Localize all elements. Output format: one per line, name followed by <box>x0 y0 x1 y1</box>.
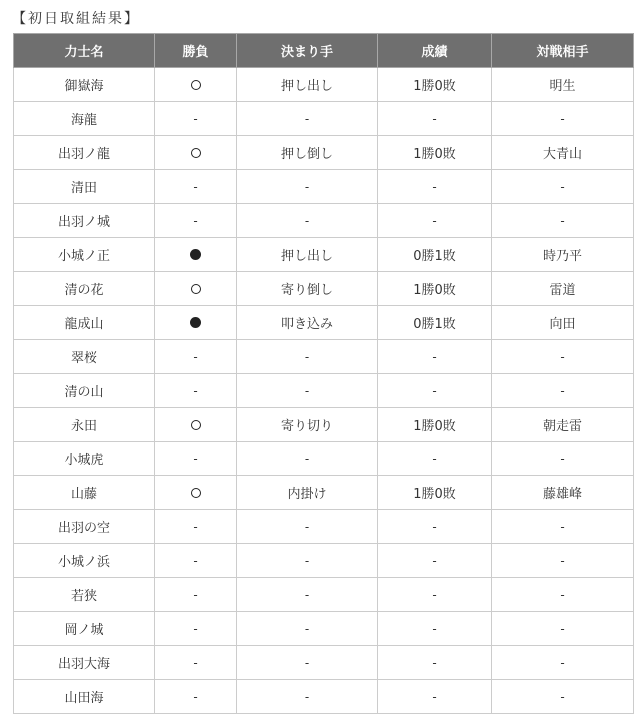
header-kimarite: 決まり手 <box>237 34 378 68</box>
loss-dot-icon <box>190 249 201 260</box>
result-cell <box>155 306 237 340</box>
opponent: - <box>492 612 634 646</box>
table-row <box>14 272 634 306</box>
record: - <box>378 442 492 476</box>
table-row <box>14 340 634 374</box>
win-circle-icon <box>191 80 201 90</box>
opponent: - <box>492 102 634 136</box>
result-cell: - <box>155 102 237 136</box>
result-cell: - <box>155 544 237 578</box>
kimarite: - <box>237 544 378 578</box>
result-cell: - <box>155 578 237 612</box>
result-cell: - <box>155 680 237 714</box>
record: 1勝0敗 <box>378 408 492 442</box>
record: - <box>378 510 492 544</box>
table-row <box>14 238 634 272</box>
table-row <box>14 680 634 714</box>
table-row <box>14 408 634 442</box>
header-record: 成績 <box>378 34 492 68</box>
opponent: - <box>492 510 634 544</box>
record: 1勝0敗 <box>378 136 492 170</box>
page-title: 【初日取組結果】 <box>12 11 140 27</box>
result-cell <box>155 408 237 442</box>
wrestler-name: 小城虎 <box>14 442 155 476</box>
opponent: 時乃平 <box>492 238 634 272</box>
wrestler-name: 山田海 <box>14 680 155 714</box>
record: 0勝1敗 <box>378 238 492 272</box>
result-cell: - <box>155 170 237 204</box>
wrestler-name: 翠桜 <box>14 340 155 374</box>
wrestler-name: 若狭 <box>14 578 155 612</box>
loss-dot-icon <box>190 317 201 328</box>
opponent: 雷道 <box>492 272 634 306</box>
result-cell <box>155 136 237 170</box>
wrestler-name: 清田 <box>14 170 155 204</box>
opponent: - <box>492 578 634 612</box>
record: 1勝0敗 <box>378 476 492 510</box>
header-result: 勝負 <box>155 34 237 68</box>
record: - <box>378 680 492 714</box>
opponent: - <box>492 170 634 204</box>
header-opponent: 対戦相手 <box>492 34 634 68</box>
result-cell: - <box>155 646 237 680</box>
wrestler-name: 御嶽海 <box>14 68 155 102</box>
opponent: 大青山 <box>492 136 634 170</box>
record: - <box>378 646 492 680</box>
table-row <box>14 68 634 102</box>
record: - <box>378 340 492 374</box>
kimarite: 押し倒し <box>237 136 378 170</box>
wrestler-name: 清の山 <box>14 374 155 408</box>
record: - <box>378 102 492 136</box>
wrestler-name: 出羽の空 <box>14 510 155 544</box>
kimarite: - <box>237 374 378 408</box>
kimarite: - <box>237 102 378 136</box>
opponent: - <box>492 646 634 680</box>
table-row <box>14 510 634 544</box>
table-row <box>14 578 634 612</box>
wrestler-name: 清の花 <box>14 272 155 306</box>
result-cell: - <box>155 612 237 646</box>
opponent: 藤雄峰 <box>492 476 634 510</box>
wrestler-name: 山藤 <box>14 476 155 510</box>
wrestler-name: 出羽ノ龍 <box>14 136 155 170</box>
opponent: 明生 <box>492 68 634 102</box>
wrestler-name: 小城ノ正 <box>14 238 155 272</box>
wrestler-name: 龍成山 <box>14 306 155 340</box>
table-row <box>14 442 634 476</box>
wrestler-name: 出羽ノ城 <box>14 204 155 238</box>
kimarite: 寄り切り <box>237 408 378 442</box>
record: - <box>378 544 492 578</box>
win-circle-icon <box>191 488 201 498</box>
kimarite: - <box>237 680 378 714</box>
opponent: - <box>492 544 634 578</box>
table-row <box>14 646 634 680</box>
wrestler-name: 小城ノ浜 <box>14 544 155 578</box>
record: - <box>378 204 492 238</box>
record: 1勝0敗 <box>378 68 492 102</box>
result-cell <box>155 238 237 272</box>
table-row <box>14 306 634 340</box>
table-row <box>14 170 634 204</box>
opponent: - <box>492 340 634 374</box>
kimarite: 押し出し <box>237 68 378 102</box>
kimarite: - <box>237 442 378 476</box>
table-body <box>14 68 634 714</box>
result-cell: - <box>155 510 237 544</box>
opponent: 朝走雷 <box>492 408 634 442</box>
result-cell: - <box>155 374 237 408</box>
record: - <box>378 578 492 612</box>
record: - <box>378 170 492 204</box>
win-circle-icon <box>191 284 201 294</box>
kimarite: - <box>237 510 378 544</box>
kimarite: - <box>237 646 378 680</box>
result-cell <box>155 476 237 510</box>
record: - <box>378 374 492 408</box>
kimarite: - <box>237 170 378 204</box>
kimarite: 叩き込み <box>237 306 378 340</box>
table-row <box>14 374 634 408</box>
wrestler-name: 岡ノ城 <box>14 612 155 646</box>
opponent: - <box>492 442 634 476</box>
table-row <box>14 204 634 238</box>
results-table <box>13 33 634 714</box>
kimarite: 押し出し <box>237 238 378 272</box>
kimarite: 内掛け <box>237 476 378 510</box>
opponent: 向田 <box>492 306 634 340</box>
record: 1勝0敗 <box>378 272 492 306</box>
win-circle-icon <box>191 420 201 430</box>
kimarite: 寄り倒し <box>237 272 378 306</box>
kimarite: - <box>237 204 378 238</box>
result-cell <box>155 272 237 306</box>
kimarite: - <box>237 578 378 612</box>
wrestler-name: 永田 <box>14 408 155 442</box>
record: 0勝1敗 <box>378 306 492 340</box>
header-name: 力士名 <box>14 34 155 68</box>
table-row <box>14 544 634 578</box>
header-row <box>14 34 634 68</box>
opponent: - <box>492 680 634 714</box>
table-row <box>14 476 634 510</box>
wrestler-name: 海龍 <box>14 102 155 136</box>
table-row <box>14 102 634 136</box>
opponent: - <box>492 204 634 238</box>
wrestler-name: 出羽大海 <box>14 646 155 680</box>
result-cell: - <box>155 340 237 374</box>
table-header <box>14 34 634 68</box>
kimarite: - <box>237 340 378 374</box>
result-cell: - <box>155 204 237 238</box>
table-row <box>14 136 634 170</box>
record: - <box>378 612 492 646</box>
kimarite: - <box>237 612 378 646</box>
result-cell: - <box>155 442 237 476</box>
result-cell <box>155 68 237 102</box>
opponent: - <box>492 374 634 408</box>
table-row <box>14 612 634 646</box>
win-circle-icon <box>191 148 201 158</box>
